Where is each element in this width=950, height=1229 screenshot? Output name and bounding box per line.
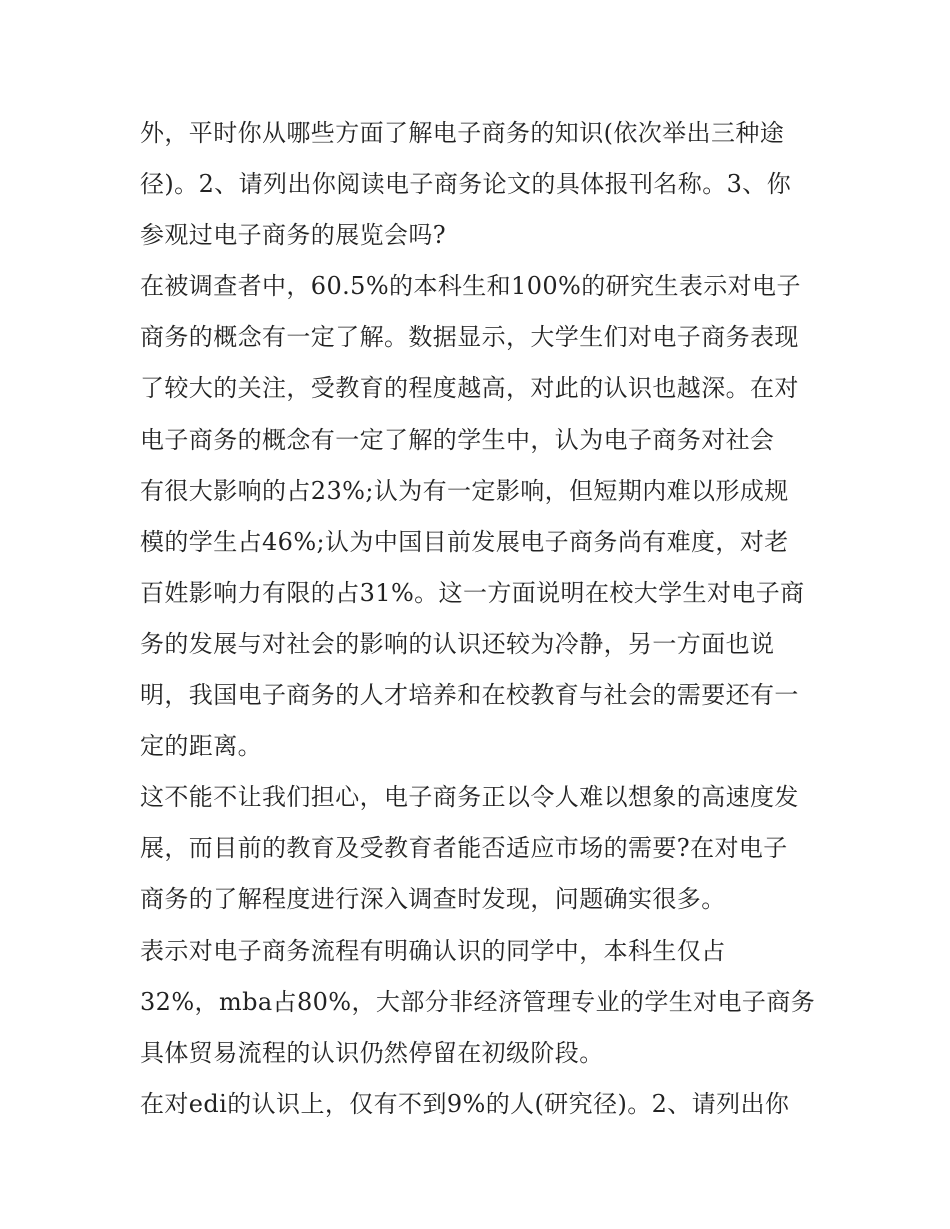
paragraph: 在被调查者中，60.5%的本科生和100%的研究生表示对电子 商务的概念有一定了解。数据显示，大学生们对电子商务表现 了较大的关注，受教育的程度越高，对此的认识也越深。在对 电子商务的概念有一定了解的学生中，认为电子商务对社会 有很大影响的占23%;认为有一定影响，但短期内难以形成规 模的学生占46%;认为中国目前发展电子商务尚有难度，对老 百姓影响力有限的占31%。这一方面说明在校大学生对电子商 务的发展与对社会的影响的认识还较为冷静，另一方面也说 明，我国电子商务的人才培养和在校教育与社会的需要还有一 定的距离。 — [140, 272, 805, 761]
paragraph: 表示对电子商务流程有明确认识的同学中，本科生仅占 32%，mba占80%，大部分非经济管理专业的学生对电子商务 具体贸易流程的认识仍然停留在初级阶段。 — [140, 936, 816, 1067]
document-body — [140, 108, 820, 1130]
paragraph: 在对edi的认识上，仅有不到9%的人(研究径)。2、请列出你 — [140, 1089, 790, 1118]
paragraph: 外，平时你从哪些方面了解电子商务的知识(依次举出三种途 径)。2、请列出你阅读电子商务论文的具体报刊名称。3、你 参观过电子商务的展览会吗? — [140, 119, 792, 250]
paragraph: 这不能不让我们担心，电子商务正以令人难以想象的高速度发 展，而目前的教育及受教育者能否适应市场的需要?在对电子 商务的了解程度进行深入调查时发现，问题确实很多。 — [140, 783, 799, 914]
